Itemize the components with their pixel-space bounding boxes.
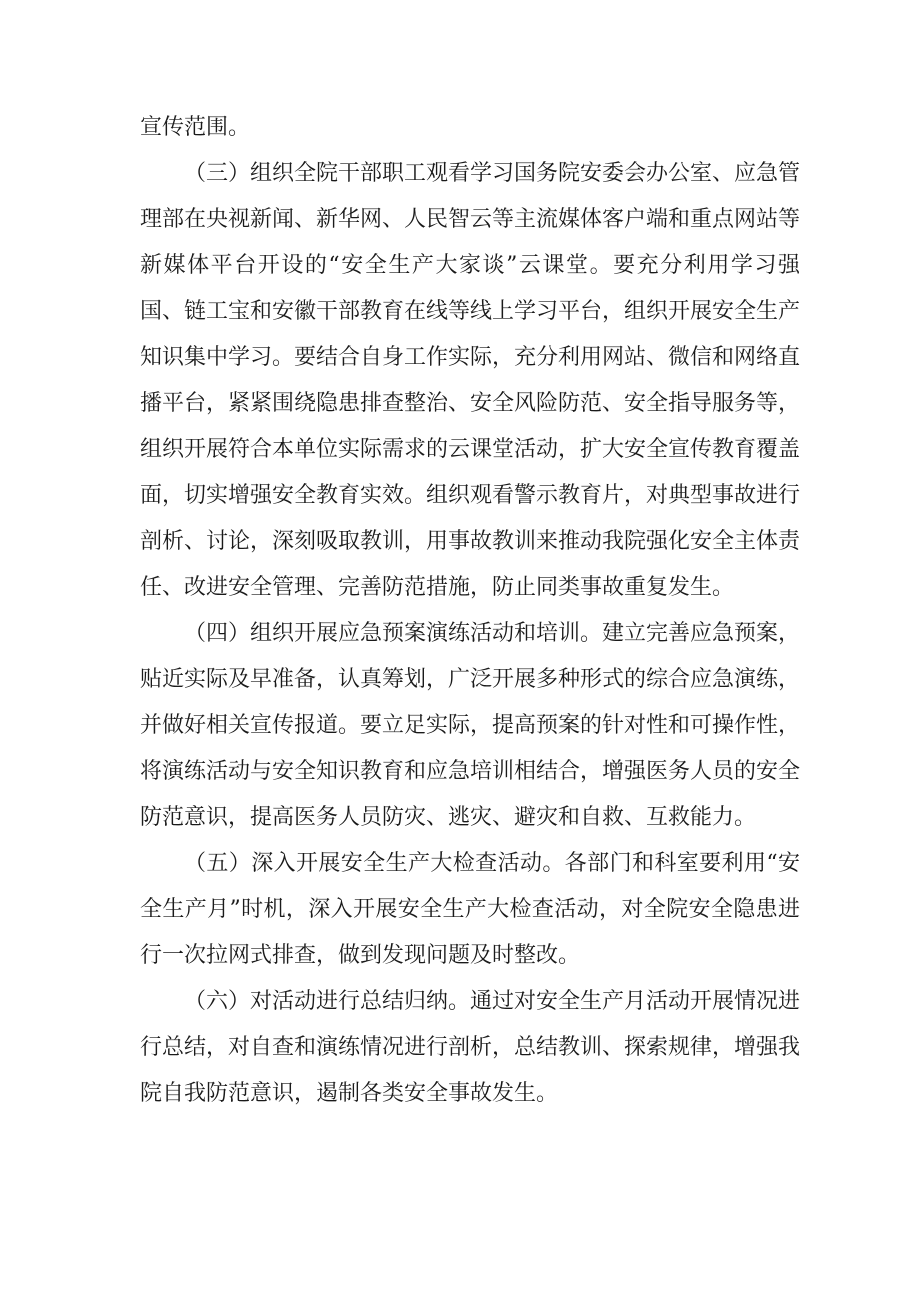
paragraph-section-3: （三）组织全院干部职工观看学习国务院安委会办公室、应急管理部在央视新闻、新华网、人民智云等主流媒体客户端和重点网站等新媒体平台开设的“安全生产大家谈”云课堂。要充分利用学习强国、链工宝和安徽干部教育在线等线上学习平台，组织开展安全生产知识集中学习。要结合自身工作实际，充分利用网站、微信和网络直播平台，紧紧围绕隐患排查整治、安全风险防范、安全指导服务等，组织开展符合本单位实际需求的云课堂活动，扩大安全宣传教育覆盖面，切实增强安全教育实效。组织观看警示教育片，对典型事故进行剖析、讨论，深刻吸取教训，用事故教训来推动我院强化安全主体责任、改进安全管理、完善防范措施，防止同类事故重复发生。 (140, 161, 801, 600)
paragraph-section-5: （五）深入开展安全生产大检查活动。各部门和科室要利用“安全生产月”时机，深入开展安全生产大检查活动，对全院安全隐患进行一次拉网式排查，做到发现问题及时整改。 (140, 851, 800, 968)
paragraph-continuation: 宣传范围。 (140, 115, 251, 140)
paragraph-section-4: （四）组织开展应急预案演练活动和培训。建立完善应急预案，贴近实际及早准备，认真筹划，广泛开展多种形式的综合应急演练，并做好相关宣传报道。要立足实际，提高预案的针对性和可操作性，将演练活动与安全知识教育和应急培训相结合，增强医务人员的安全防范意识，提高医务人员防灾、逃灾、避灾和自救、互救能力。 (140, 621, 801, 830)
document-body (140, 105, 800, 1117)
paragraph-section-6: （六）对活动进行总结归纳。通过对安全生产月活动开展情况进行总结，对自查和演练情况进行剖析，总结教训、探索规律，增强我院自我防范意识，遏制各类安全事故发生。 (140, 989, 801, 1106)
